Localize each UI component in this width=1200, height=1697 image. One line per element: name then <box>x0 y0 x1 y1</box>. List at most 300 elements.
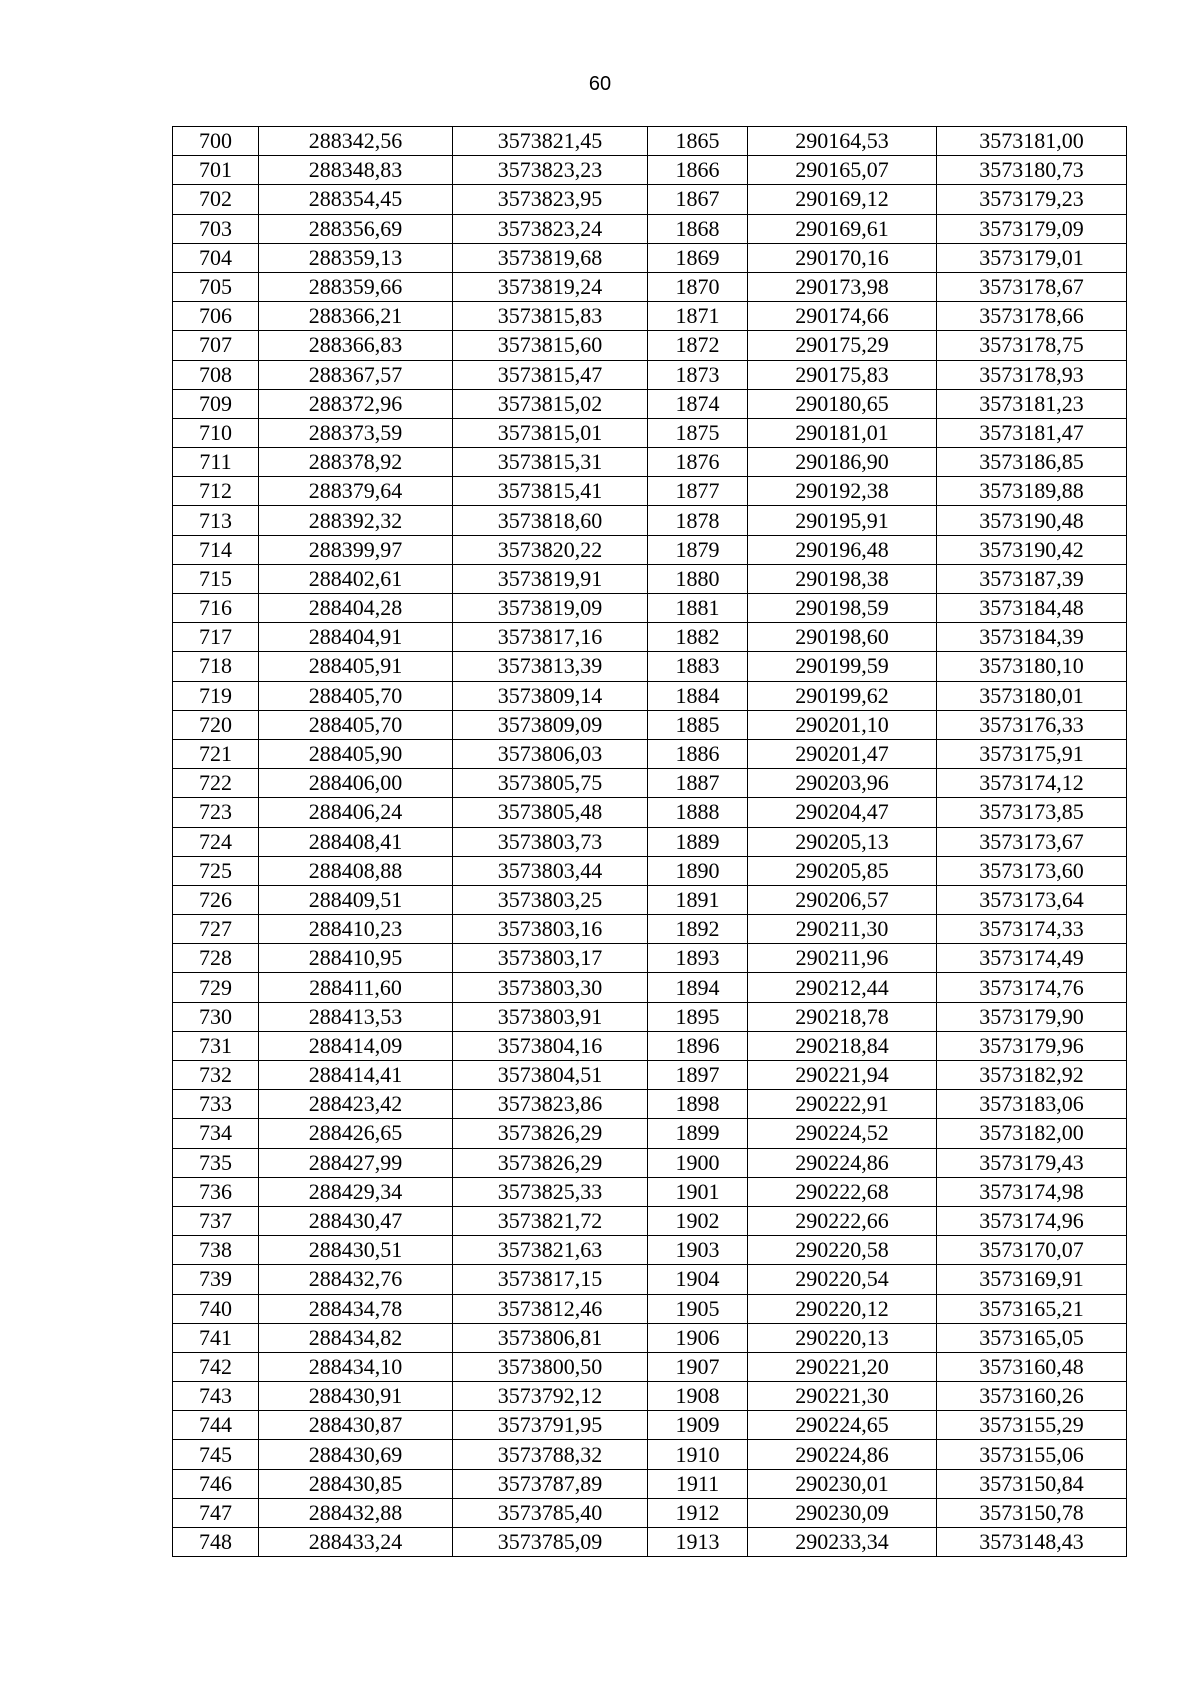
point-number-cell: 1883 <box>648 652 748 681</box>
y-coordinate-cell: 3573788,32 <box>453 1440 648 1469</box>
table-row <box>173 973 1127 1002</box>
point-number-cell: 746 <box>173 1469 259 1498</box>
point-number-cell: 735 <box>173 1148 259 1177</box>
table-row <box>173 885 1127 914</box>
point-number-cell: 1878 <box>648 506 748 535</box>
x-coordinate-cell: 288430,47 <box>259 1206 453 1235</box>
x-coordinate-cell: 290181,01 <box>748 418 937 447</box>
point-number-cell: 1899 <box>648 1119 748 1148</box>
y-coordinate-cell: 3573819,68 <box>453 243 648 272</box>
point-number-cell: 1896 <box>648 1031 748 1060</box>
point-number-cell: 1890 <box>648 856 748 885</box>
point-number-cell: 706 <box>173 302 259 331</box>
x-coordinate-cell: 288411,60 <box>259 973 453 1002</box>
point-number-cell: 1870 <box>648 272 748 301</box>
y-coordinate-cell: 3573803,73 <box>453 827 648 856</box>
point-number-cell: 737 <box>173 1206 259 1235</box>
y-coordinate-cell: 3573809,14 <box>453 681 648 710</box>
x-coordinate-cell: 290201,47 <box>748 739 937 768</box>
x-coordinate-cell: 288379,64 <box>259 477 453 506</box>
x-coordinate-cell: 288399,97 <box>259 535 453 564</box>
x-coordinate-cell: 290180,65 <box>748 389 937 418</box>
y-coordinate-cell: 3573805,75 <box>453 769 648 798</box>
y-coordinate-cell: 3573803,16 <box>453 915 648 944</box>
point-number-cell: 720 <box>173 710 259 739</box>
point-number-cell: 709 <box>173 389 259 418</box>
point-number-cell: 1887 <box>648 769 748 798</box>
point-number-cell: 1884 <box>648 681 748 710</box>
table-row <box>173 156 1127 185</box>
table-row <box>173 739 1127 768</box>
point-number-cell: 715 <box>173 564 259 593</box>
y-coordinate-cell: 3573826,29 <box>453 1148 648 1177</box>
table-row <box>173 944 1127 973</box>
point-number-cell: 1907 <box>648 1352 748 1381</box>
x-coordinate-cell: 288427,99 <box>259 1148 453 1177</box>
x-coordinate-cell: 288410,23 <box>259 915 453 944</box>
point-number-cell: 1913 <box>648 1528 748 1557</box>
y-coordinate-cell: 3573815,41 <box>453 477 648 506</box>
table-row <box>173 272 1127 301</box>
x-coordinate-cell: 288378,92 <box>259 448 453 477</box>
point-number-cell: 726 <box>173 885 259 914</box>
x-coordinate-cell: 290224,86 <box>748 1440 937 1469</box>
y-coordinate-cell: 3573813,39 <box>453 652 648 681</box>
table-row <box>173 1294 1127 1323</box>
y-coordinate-cell: 3573173,85 <box>937 798 1127 827</box>
table-row <box>173 477 1127 506</box>
x-coordinate-cell: 290192,38 <box>748 477 937 506</box>
x-coordinate-cell: 290195,91 <box>748 506 937 535</box>
point-number-cell: 711 <box>173 448 259 477</box>
table-row <box>173 1002 1127 1031</box>
x-coordinate-cell: 290218,78 <box>748 1002 937 1031</box>
y-coordinate-cell: 3573819,24 <box>453 272 648 301</box>
y-coordinate-cell: 3573821,72 <box>453 1206 648 1235</box>
table-row <box>173 1206 1127 1235</box>
x-coordinate-cell: 288414,09 <box>259 1031 453 1060</box>
x-coordinate-cell: 290173,98 <box>748 272 937 301</box>
point-number-cell: 742 <box>173 1352 259 1381</box>
y-coordinate-cell: 3573182,00 <box>937 1119 1127 1148</box>
x-coordinate-cell: 288432,88 <box>259 1498 453 1527</box>
y-coordinate-cell: 3573787,89 <box>453 1469 648 1498</box>
x-coordinate-cell: 288406,00 <box>259 769 453 798</box>
point-number-cell: 722 <box>173 769 259 798</box>
table-row <box>173 1148 1127 1177</box>
y-coordinate-cell: 3573819,91 <box>453 564 648 593</box>
point-number-cell: 743 <box>173 1382 259 1411</box>
point-number-cell: 1891 <box>648 885 748 914</box>
point-number-cell: 729 <box>173 973 259 1002</box>
point-number-cell: 705 <box>173 272 259 301</box>
y-coordinate-cell: 3573803,17 <box>453 944 648 973</box>
x-coordinate-cell: 288413,53 <box>259 1002 453 1031</box>
point-number-cell: 1873 <box>648 360 748 389</box>
point-number-cell: 1894 <box>648 973 748 1002</box>
x-coordinate-cell: 288430,85 <box>259 1469 453 1498</box>
x-coordinate-cell: 288430,91 <box>259 1382 453 1411</box>
coordinates-table <box>172 126 1127 1557</box>
x-coordinate-cell: 290198,60 <box>748 623 937 652</box>
x-coordinate-cell: 290211,96 <box>748 944 937 973</box>
x-coordinate-cell: 288433,24 <box>259 1528 453 1557</box>
point-number-cell: 1911 <box>648 1469 748 1498</box>
table-row <box>173 1440 1127 1469</box>
point-number-cell: 702 <box>173 185 259 214</box>
x-coordinate-cell: 290201,10 <box>748 710 937 739</box>
table-row <box>173 710 1127 739</box>
x-coordinate-cell: 290230,09 <box>748 1498 937 1527</box>
point-number-cell: 1868 <box>648 214 748 243</box>
x-coordinate-cell: 288410,95 <box>259 944 453 973</box>
point-number-cell: 1877 <box>648 477 748 506</box>
point-number-cell: 1882 <box>648 623 748 652</box>
point-number-cell: 721 <box>173 739 259 768</box>
x-coordinate-cell: 290220,12 <box>748 1294 937 1323</box>
x-coordinate-cell: 288348,83 <box>259 156 453 185</box>
point-number-cell: 745 <box>173 1440 259 1469</box>
y-coordinate-cell: 3573819,09 <box>453 594 648 623</box>
point-number-cell: 1908 <box>648 1382 748 1411</box>
y-coordinate-cell: 3573818,60 <box>453 506 648 535</box>
point-number-cell: 710 <box>173 418 259 447</box>
y-coordinate-cell: 3573821,45 <box>453 127 648 156</box>
y-coordinate-cell: 3573179,01 <box>937 243 1127 272</box>
table-row <box>173 856 1127 885</box>
x-coordinate-cell: 288404,91 <box>259 623 453 652</box>
y-coordinate-cell: 3573803,30 <box>453 973 648 1002</box>
table-row <box>173 1382 1127 1411</box>
x-coordinate-cell: 288359,66 <box>259 272 453 301</box>
y-coordinate-cell: 3573823,23 <box>453 156 648 185</box>
point-number-cell: 738 <box>173 1236 259 1265</box>
x-coordinate-cell: 290169,12 <box>748 185 937 214</box>
x-coordinate-cell: 288366,83 <box>259 331 453 360</box>
y-coordinate-cell: 3573803,44 <box>453 856 648 885</box>
point-number-cell: 1898 <box>648 1090 748 1119</box>
point-number-cell: 719 <box>173 681 259 710</box>
table-row <box>173 564 1127 593</box>
x-coordinate-cell: 290224,52 <box>748 1119 937 1148</box>
point-number-cell: 1879 <box>648 535 748 564</box>
point-number-cell: 739 <box>173 1265 259 1294</box>
y-coordinate-cell: 3573785,09 <box>453 1528 648 1557</box>
y-coordinate-cell: 3573178,93 <box>937 360 1127 389</box>
y-coordinate-cell: 3573823,95 <box>453 185 648 214</box>
point-number-cell: 724 <box>173 827 259 856</box>
x-coordinate-cell: 288434,82 <box>259 1323 453 1352</box>
y-coordinate-cell: 3573176,33 <box>937 710 1127 739</box>
x-coordinate-cell: 290170,16 <box>748 243 937 272</box>
point-number-cell: 1867 <box>648 185 748 214</box>
x-coordinate-cell: 290196,48 <box>748 535 937 564</box>
point-number-cell: 712 <box>173 477 259 506</box>
table-row <box>173 1498 1127 1527</box>
y-coordinate-cell: 3573174,33 <box>937 915 1127 944</box>
y-coordinate-cell: 3573174,49 <box>937 944 1127 973</box>
table-row <box>173 681 1127 710</box>
x-coordinate-cell: 290212,44 <box>748 973 937 1002</box>
x-coordinate-cell: 290175,29 <box>748 331 937 360</box>
x-coordinate-cell: 288342,56 <box>259 127 453 156</box>
y-coordinate-cell: 3573170,07 <box>937 1236 1127 1265</box>
table-row <box>173 1031 1127 1060</box>
y-coordinate-cell: 3573178,67 <box>937 272 1127 301</box>
table-row <box>173 1469 1127 1498</box>
y-coordinate-cell: 3573183,06 <box>937 1090 1127 1119</box>
point-number-cell: 717 <box>173 623 259 652</box>
x-coordinate-cell: 290224,65 <box>748 1411 937 1440</box>
point-number-cell: 1893 <box>648 944 748 973</box>
point-number-cell: 727 <box>173 915 259 944</box>
x-coordinate-cell: 288405,70 <box>259 710 453 739</box>
x-coordinate-cell: 288408,88 <box>259 856 453 885</box>
y-coordinate-cell: 3573173,67 <box>937 827 1127 856</box>
x-coordinate-cell: 290169,61 <box>748 214 937 243</box>
table-row <box>173 1323 1127 1352</box>
x-coordinate-cell: 288373,59 <box>259 418 453 447</box>
x-coordinate-cell: 290203,96 <box>748 769 937 798</box>
x-coordinate-cell: 288405,90 <box>259 739 453 768</box>
y-coordinate-cell: 3573815,01 <box>453 418 648 447</box>
point-number-cell: 747 <box>173 1498 259 1527</box>
point-number-cell: 718 <box>173 652 259 681</box>
x-coordinate-cell: 288432,76 <box>259 1265 453 1294</box>
table-row <box>173 623 1127 652</box>
x-coordinate-cell: 290221,20 <box>748 1352 937 1381</box>
y-coordinate-cell: 3573178,66 <box>937 302 1127 331</box>
y-coordinate-cell: 3573174,12 <box>937 769 1127 798</box>
point-number-cell: 725 <box>173 856 259 885</box>
y-coordinate-cell: 3573160,26 <box>937 1382 1127 1411</box>
y-coordinate-cell: 3573173,60 <box>937 856 1127 885</box>
point-number-cell: 723 <box>173 798 259 827</box>
point-number-cell: 748 <box>173 1528 259 1557</box>
point-number-cell: 1881 <box>648 594 748 623</box>
y-coordinate-cell: 3573812,46 <box>453 1294 648 1323</box>
y-coordinate-cell: 3573150,78 <box>937 1498 1127 1527</box>
y-coordinate-cell: 3573190,42 <box>937 535 1127 564</box>
point-number-cell: 1866 <box>648 156 748 185</box>
point-number-cell: 707 <box>173 331 259 360</box>
y-coordinate-cell: 3573826,29 <box>453 1119 648 1148</box>
x-coordinate-cell: 288434,10 <box>259 1352 453 1381</box>
point-number-cell: 708 <box>173 360 259 389</box>
point-number-cell: 1872 <box>648 331 748 360</box>
point-number-cell: 716 <box>173 594 259 623</box>
point-number-cell: 1900 <box>648 1148 748 1177</box>
y-coordinate-cell: 3573179,90 <box>937 1002 1127 1031</box>
y-coordinate-cell: 3573823,86 <box>453 1090 648 1119</box>
y-coordinate-cell: 3573815,83 <box>453 302 648 331</box>
table-row <box>173 798 1127 827</box>
y-coordinate-cell: 3573169,91 <box>937 1265 1127 1294</box>
y-coordinate-cell: 3573806,81 <box>453 1323 648 1352</box>
y-coordinate-cell: 3573803,91 <box>453 1002 648 1031</box>
point-number-cell: 1905 <box>648 1294 748 1323</box>
x-coordinate-cell: 290204,47 <box>748 798 937 827</box>
table-row <box>173 389 1127 418</box>
point-number-cell: 1875 <box>648 418 748 447</box>
y-coordinate-cell: 3573179,23 <box>937 185 1127 214</box>
x-coordinate-cell: 290211,30 <box>748 915 937 944</box>
x-coordinate-cell: 290233,34 <box>748 1528 937 1557</box>
table-row <box>173 827 1127 856</box>
point-number-cell: 1904 <box>648 1265 748 1294</box>
y-coordinate-cell: 3573817,16 <box>453 623 648 652</box>
x-coordinate-cell: 288434,78 <box>259 1294 453 1323</box>
table-row <box>173 1352 1127 1381</box>
y-coordinate-cell: 3573186,85 <box>937 448 1127 477</box>
point-number-cell: 1901 <box>648 1177 748 1206</box>
x-coordinate-cell: 290198,38 <box>748 564 937 593</box>
table-row <box>173 535 1127 564</box>
y-coordinate-cell: 3573791,95 <box>453 1411 648 1440</box>
table-row <box>173 1411 1127 1440</box>
y-coordinate-cell: 3573179,43 <box>937 1148 1127 1177</box>
table-row <box>173 1061 1127 1090</box>
y-coordinate-cell: 3573182,92 <box>937 1061 1127 1090</box>
y-coordinate-cell: 3573815,31 <box>453 448 648 477</box>
table-row <box>173 331 1127 360</box>
y-coordinate-cell: 3573785,40 <box>453 1498 648 1527</box>
table-row <box>173 214 1127 243</box>
x-coordinate-cell: 290221,94 <box>748 1061 937 1090</box>
y-coordinate-cell: 3573817,15 <box>453 1265 648 1294</box>
x-coordinate-cell: 288406,24 <box>259 798 453 827</box>
point-number-cell: 1865 <box>648 127 748 156</box>
point-number-cell: 1876 <box>648 448 748 477</box>
table-row <box>173 302 1127 331</box>
x-coordinate-cell: 290175,83 <box>748 360 937 389</box>
x-coordinate-cell: 290230,01 <box>748 1469 937 1498</box>
table-row <box>173 1265 1127 1294</box>
x-coordinate-cell: 290205,13 <box>748 827 937 856</box>
point-number-cell: 1888 <box>648 798 748 827</box>
x-coordinate-cell: 288356,69 <box>259 214 453 243</box>
table-row <box>173 127 1127 156</box>
point-number-cell: 732 <box>173 1061 259 1090</box>
point-number-cell: 1912 <box>648 1498 748 1527</box>
table-row <box>173 243 1127 272</box>
point-number-cell: 733 <box>173 1090 259 1119</box>
y-coordinate-cell: 3573823,24 <box>453 214 648 243</box>
y-coordinate-cell: 3573821,63 <box>453 1236 648 1265</box>
table-row <box>173 915 1127 944</box>
x-coordinate-cell: 290199,62 <box>748 681 937 710</box>
point-number-cell: 1897 <box>648 1061 748 1090</box>
point-number-cell: 1869 <box>648 243 748 272</box>
x-coordinate-cell: 290198,59 <box>748 594 937 623</box>
point-number-cell: 713 <box>173 506 259 535</box>
x-coordinate-cell: 290165,07 <box>748 156 937 185</box>
table-row <box>173 418 1127 447</box>
x-coordinate-cell: 288426,65 <box>259 1119 453 1148</box>
point-number-cell: 714 <box>173 535 259 564</box>
y-coordinate-cell: 3573160,48 <box>937 1352 1127 1381</box>
point-number-cell: 1889 <box>648 827 748 856</box>
point-number-cell: 1903 <box>648 1236 748 1265</box>
table-row <box>173 1090 1127 1119</box>
point-number-cell: 1871 <box>648 302 748 331</box>
y-coordinate-cell: 3573180,01 <box>937 681 1127 710</box>
point-number-cell: 1892 <box>648 915 748 944</box>
point-number-cell: 731 <box>173 1031 259 1060</box>
point-number-cell: 1902 <box>648 1206 748 1235</box>
y-coordinate-cell: 3573174,76 <box>937 973 1127 1002</box>
y-coordinate-cell: 3573806,03 <box>453 739 648 768</box>
x-coordinate-cell: 290218,84 <box>748 1031 937 1060</box>
x-coordinate-cell: 288366,21 <box>259 302 453 331</box>
point-number-cell: 1885 <box>648 710 748 739</box>
y-coordinate-cell: 3573820,22 <box>453 535 648 564</box>
point-number-cell: 734 <box>173 1119 259 1148</box>
y-coordinate-cell: 3573179,09 <box>937 214 1127 243</box>
point-number-cell: 700 <box>173 127 259 156</box>
y-coordinate-cell: 3573189,88 <box>937 477 1127 506</box>
x-coordinate-cell: 288414,41 <box>259 1061 453 1090</box>
x-coordinate-cell: 290222,91 <box>748 1090 937 1119</box>
table-row <box>173 1119 1127 1148</box>
y-coordinate-cell: 3573800,50 <box>453 1352 648 1381</box>
table-row <box>173 769 1127 798</box>
x-coordinate-cell: 288430,87 <box>259 1411 453 1440</box>
y-coordinate-cell: 3573179,96 <box>937 1031 1127 1060</box>
x-coordinate-cell: 288367,57 <box>259 360 453 389</box>
y-coordinate-cell: 3573165,21 <box>937 1294 1127 1323</box>
y-coordinate-cell: 3573792,12 <box>453 1382 648 1411</box>
x-coordinate-cell: 290205,85 <box>748 856 937 885</box>
y-coordinate-cell: 3573190,48 <box>937 506 1127 535</box>
point-number-cell: 1874 <box>648 389 748 418</box>
x-coordinate-cell: 290174,66 <box>748 302 937 331</box>
y-coordinate-cell: 3573174,96 <box>937 1206 1127 1235</box>
y-coordinate-cell: 3573173,64 <box>937 885 1127 914</box>
x-coordinate-cell: 290186,90 <box>748 448 937 477</box>
x-coordinate-cell: 288430,51 <box>259 1236 453 1265</box>
point-number-cell: 1895 <box>648 1002 748 1031</box>
x-coordinate-cell: 288392,32 <box>259 506 453 535</box>
table-row <box>173 506 1127 535</box>
y-coordinate-cell: 3573803,25 <box>453 885 648 914</box>
y-coordinate-cell: 3573178,75 <box>937 331 1127 360</box>
y-coordinate-cell: 3573187,39 <box>937 564 1127 593</box>
x-coordinate-cell: 290221,30 <box>748 1382 937 1411</box>
x-coordinate-cell: 288359,13 <box>259 243 453 272</box>
point-number-cell: 736 <box>173 1177 259 1206</box>
point-number-cell: 744 <box>173 1411 259 1440</box>
point-number-cell: 728 <box>173 944 259 973</box>
point-number-cell: 740 <box>173 1294 259 1323</box>
point-number-cell: 1886 <box>648 739 748 768</box>
point-number-cell: 1910 <box>648 1440 748 1469</box>
x-coordinate-cell: 288409,51 <box>259 885 453 914</box>
y-coordinate-cell: 3573174,98 <box>937 1177 1127 1206</box>
table-row <box>173 185 1127 214</box>
y-coordinate-cell: 3573184,48 <box>937 594 1127 623</box>
coordinates-table-body <box>173 127 1127 1557</box>
x-coordinate-cell: 290220,54 <box>748 1265 937 1294</box>
point-number-cell: 701 <box>173 156 259 185</box>
y-coordinate-cell: 3573815,02 <box>453 389 648 418</box>
y-coordinate-cell: 3573181,23 <box>937 389 1127 418</box>
x-coordinate-cell: 288405,70 <box>259 681 453 710</box>
y-coordinate-cell: 3573805,48 <box>453 798 648 827</box>
y-coordinate-cell: 3573150,84 <box>937 1469 1127 1498</box>
y-coordinate-cell: 3573804,51 <box>453 1061 648 1090</box>
y-coordinate-cell: 3573815,60 <box>453 331 648 360</box>
